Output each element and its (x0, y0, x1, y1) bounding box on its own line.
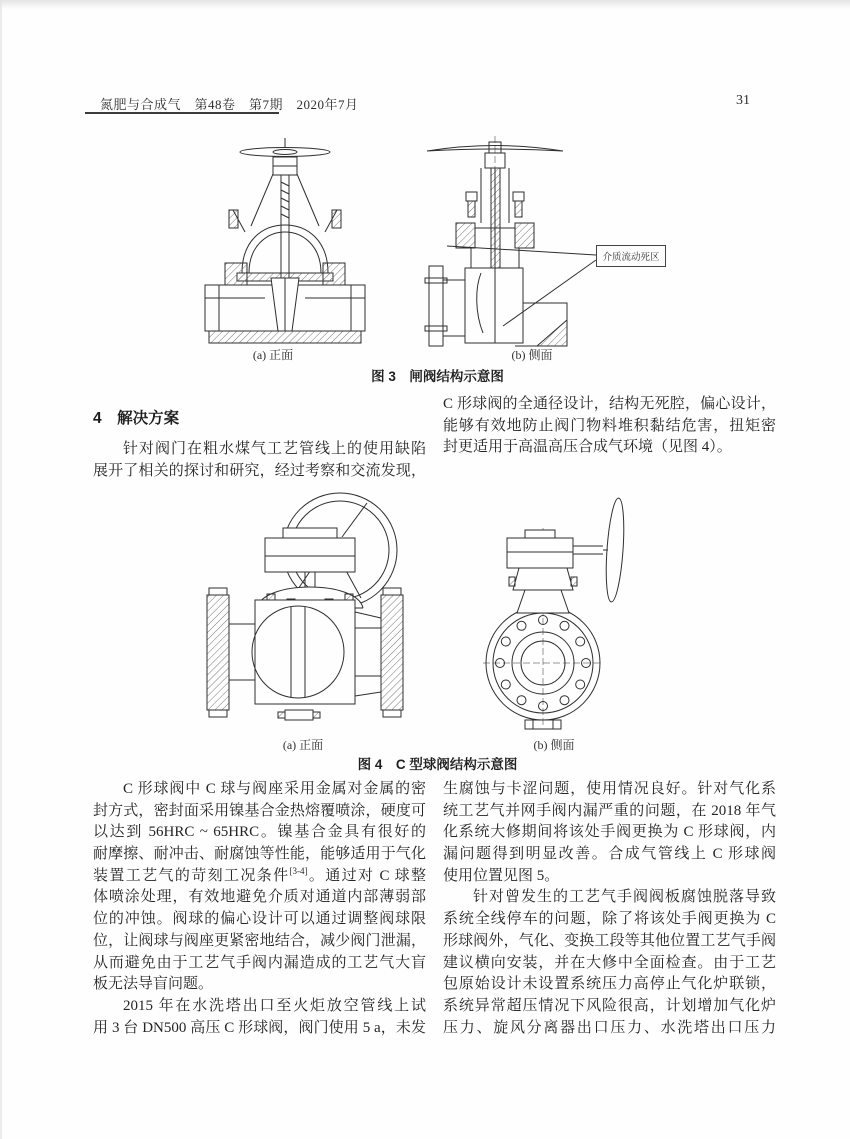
column-left-bottom (93, 779, 426, 1039)
text-line: 压力、旋风分离器出口压力、水洗塔出口压力 (443, 1019, 776, 1036)
text-line: 系统全线停车的问题，除了将该处手阀更换为 C (443, 911, 776, 928)
header-rule (85, 112, 279, 114)
text-line: 能够有效地防止阀门物料堆积黏结危害，扭矩密 (443, 417, 776, 434)
journal-header: 氮肥与合成气 第48卷 第7期 2020年7月 (100, 97, 359, 112)
callout-media-dead-zone: 介质流动死区 (596, 245, 666, 267)
text-line: 包原始设计未设置系统压力高停止气化炉联锁， (443, 976, 776, 993)
page-number: 31 (736, 93, 750, 108)
text-line: 建议横向安装，并在大修中全面检查。由于工艺 (443, 954, 776, 971)
figure4-caption-b: (b) 侧面 (533, 738, 575, 752)
text-line: 漏问题得到明显改善。合成气管线上 C 形球阀 (443, 846, 776, 863)
text-line: 2015 年在水洗塔出口至火炬放空管线上试 (123, 997, 426, 1014)
figure3-drawing (185, 128, 690, 352)
gate-valve-front-drawing (205, 138, 365, 343)
text-line: 位，让阀球与阀座更紧密地结合，减少阀门泄漏， (93, 932, 426, 949)
text-line: 从而避免由于工艺气手阀内漏造成的工艺气大盲 (93, 954, 426, 971)
figure4-image (195, 482, 685, 734)
column-left-top (93, 439, 426, 482)
text-line: 针对曾发生的工艺气手阀阀板腐蚀脱落导致 (473, 889, 776, 906)
text-line: 使用位置见图 5。 (443, 867, 560, 884)
scan-edge-top (0, 0, 850, 9)
citation-superscript: [3-4] (289, 865, 308, 876)
ball-valve-side-drawing (483, 498, 627, 729)
text-line: 体喷涂处理，有效地避免介质对通道内部薄弱部 (93, 889, 426, 906)
text-line: 化系统大修期间将该处手阀更换为 C 形球阀，内 (443, 824, 776, 841)
text-line: 封方式，密封面采用镍基合金热熔覆喷涂，硬度可 (93, 802, 426, 819)
ball-valve-front-drawing (207, 493, 403, 720)
text-line: 以达到 56HRC ~ 65HRC。镍基合金具有很好的 (93, 824, 426, 841)
text-line: C 形球阀的全通径设计，结构无死腔，偏心设计， (443, 396, 776, 412)
text-line: 系统异常超压情况下风险很高，计划增加气化炉 (443, 997, 776, 1014)
figure3-caption-b: (b) 侧面 (511, 348, 553, 362)
gate-valve-side-drawing (425, 136, 596, 346)
text-line: 针对阀门在粗水煤气工艺管线上的使用缺陷 (123, 441, 426, 457)
text-line: 封更适用于高温高压合成气环境（见图 4）。 (443, 439, 732, 456)
figure4-drawing (195, 482, 685, 734)
text-line: 耐摩擦、耐冲击、耐腐蚀等性能，能够适用于气化 (93, 846, 426, 863)
text-line: 统工艺气并网手阀内漏严重的问题，在 2018 年气 (443, 802, 776, 819)
section4-heading: 4 解决方案 (93, 410, 180, 427)
figure3-image (185, 128, 690, 352)
text-line: 板无法导盲问题。 (93, 976, 214, 993)
column-right-bottom (443, 779, 776, 1039)
column-right-top (443, 394, 776, 459)
figure3-title: 图 3 闸阀结构示意图 (371, 369, 504, 384)
scan-edge-left (0, 0, 2, 1139)
text-line: 装置工艺气的苛刻工况条件[3-4]。通过对 C 球整 (93, 865, 426, 884)
text-line: 展开了相关的探讨和研究，经过考察和交流发现， (93, 462, 426, 479)
text-line: 用 3 台 DN500 高压 C 形球阀，阀门使用 5 a，未发 (93, 1019, 426, 1036)
figure4-caption-a: (a) 正面 (282, 738, 324, 752)
text-line: 生腐蚀与卡涩问题，使用情况良好。针对气化系 (443, 781, 776, 797)
figure4-title: 图 4 C 型球阀结构示意图 (357, 757, 518, 772)
text-line: C 形球阀中 C 球与阀座采用金属对金属的密 (123, 781, 426, 797)
figure3-caption-a: (a) 正面 (252, 348, 294, 362)
text-line: 形球阀外，气化、变换工段等其他位置工艺气手阀 (443, 932, 776, 949)
text-line: 位的冲蚀。阀球的偏心设计可以通过调整阀球限 (93, 911, 426, 928)
